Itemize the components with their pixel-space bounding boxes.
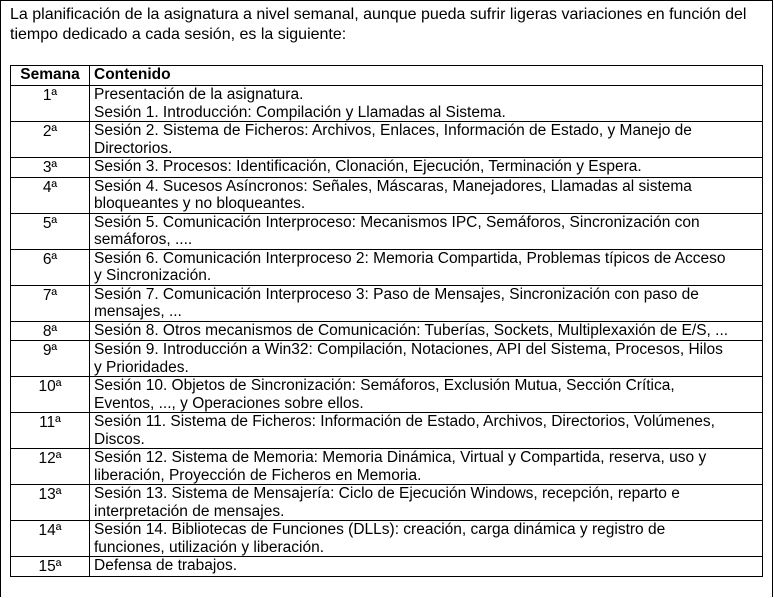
week-cell: 4ª — [11, 177, 90, 213]
table-row — [11, 177, 763, 213]
week-cell: 10ª — [11, 377, 90, 413]
content-line: Sesión 6. Comunicación Interproceso 2: Memoria Compartida, Problemas típicos de Acceso — [94, 249, 726, 267]
week-cell: 1ª — [11, 86, 90, 122]
content-line: Sesión 2. Sistema de Ficheros: Archivos, Enlaces, Información de Estado, y Manejo de — [94, 122, 692, 139]
table-header-row — [11, 66, 763, 86]
week-cell: 5ª — [11, 213, 90, 249]
table-row — [11, 377, 763, 413]
content-line: Eventos, ..., y Operaciones sobre ellos. — [94, 394, 364, 412]
week-cell: 7ª — [11, 285, 90, 321]
table-row — [11, 158, 763, 178]
content-cell — [90, 285, 763, 321]
content-cell — [90, 177, 763, 213]
content-line: bloqueantes y no bloqueantes. — [94, 195, 306, 212]
content-cell — [90, 377, 763, 413]
content-line: Sesión 13. Sistema de Mensajería: Ciclo de Ejecución Windows, recepción, reparto e — [94, 485, 680, 502]
content-line: Sesión 7. Comunicación Interproceso 3: Paso de Mensajes, Sincronización con paso de — [94, 285, 699, 303]
content-cell — [90, 321, 763, 341]
content-cell — [90, 122, 763, 158]
content-line: Sesión 11. Sistema de Ficheros: Información de Estado, Archivos, Directorios, Volúmenes, — [94, 413, 715, 430]
content-line: Sesión 4. Sucesos Asíncronos: Señales, Máscaras, Manejadores, Llamadas al sistema — [94, 177, 692, 195]
content-line: Directorios. — [94, 139, 173, 157]
content-cell — [90, 485, 763, 521]
content-line: Sesión 1. Introducción: Compilación y Llamadas al Sistema. — [94, 103, 506, 121]
week-cell: 14ª — [11, 521, 90, 557]
content-cell — [90, 413, 763, 449]
week-column-header: Semana — [11, 66, 90, 86]
content-cell — [90, 449, 763, 485]
content-line: Sesión 3. Procesos: Identificación, Clonación, Ejecución, Terminación y Espera. — [94, 158, 642, 175]
content-cell — [90, 521, 763, 557]
table-row — [11, 449, 763, 485]
week-cell: 11ª — [11, 413, 90, 449]
content-line: funciones, utilización y liberación. — [94, 538, 325, 556]
content-cell — [90, 213, 763, 249]
content-cell — [90, 249, 763, 285]
content-cell — [90, 158, 763, 178]
week-cell: 15ª — [11, 557, 90, 577]
table-row — [11, 485, 763, 521]
week-cell: 8ª — [11, 321, 90, 341]
content-line: mensajes, ... — [94, 303, 182, 320]
schedule-table — [10, 65, 763, 577]
content-column-header: Contenido — [90, 66, 763, 86]
table-row — [11, 557, 763, 577]
table-row — [11, 321, 763, 341]
table-row — [11, 285, 763, 321]
content-line: Sesión 14. Bibliotecas de Funciones (DLLs): creación, carga dinámica y registro de — [94, 521, 666, 538]
content-line: Sesión 8. Otros mecanismos de Comunicación: Tuberías, Sockets, Multiplexaxión de E/S, ... — [94, 321, 729, 339]
content-line: Discos. — [94, 430, 145, 448]
content-line: Sesión 12. Sistema de Memoria: Memoria Dinámica, Virtual y Compartida, reserva, uso y — [94, 449, 707, 466]
content-line: Sesión 9. Introducción a Win32: Compilación, Notaciones, API del Sistema, Procesos, Hilos — [94, 341, 723, 358]
intro-paragraph: La planificación de la asignatura a nivel semanal, aunque pueda sufrir ligeras variaciones en función del tiempo dedicado a cada sesión, es la siguiente: — [10, 6, 747, 43]
table-row — [11, 249, 763, 285]
content-line: Sesión 10. Objetos de Sincronización: Semáforos, Exclusión Mutua, Sección Crítica, — [94, 377, 675, 394]
table-row — [11, 86, 763, 122]
content-cell — [90, 341, 763, 377]
table-row — [11, 341, 763, 377]
content-line: Presentación de la asignatura. — [94, 86, 304, 103]
content-line: liberación, Proyección de Ficheros en Memoria. — [94, 466, 422, 484]
week-cell: 12ª — [11, 449, 90, 485]
content-line: y Prioridades. — [94, 358, 189, 376]
week-cell: 13ª — [11, 485, 90, 521]
content-cell — [90, 557, 763, 577]
table-row — [11, 521, 763, 557]
week-cell: 6ª — [11, 249, 90, 285]
content-cell — [90, 86, 763, 122]
schedule-rows — [11, 86, 763, 577]
content-line: Sesión 5. Comunicación Interproceso: Mecanismos IPC, Semáforos, Sincronización con — [94, 213, 700, 231]
table-row — [11, 413, 763, 449]
week-cell: 3ª — [11, 158, 90, 178]
content-line: y Sincronización. — [94, 267, 212, 284]
week-cell: 9ª — [11, 341, 90, 377]
week-cell: 2ª — [11, 122, 90, 158]
table-row — [11, 213, 763, 249]
content-line: interpretación de mensajes. — [94, 502, 285, 520]
content-line: semáforos, .... — [94, 231, 193, 248]
table-row — [11, 122, 763, 158]
content-line: Defensa de trabajos. — [94, 557, 238, 574]
